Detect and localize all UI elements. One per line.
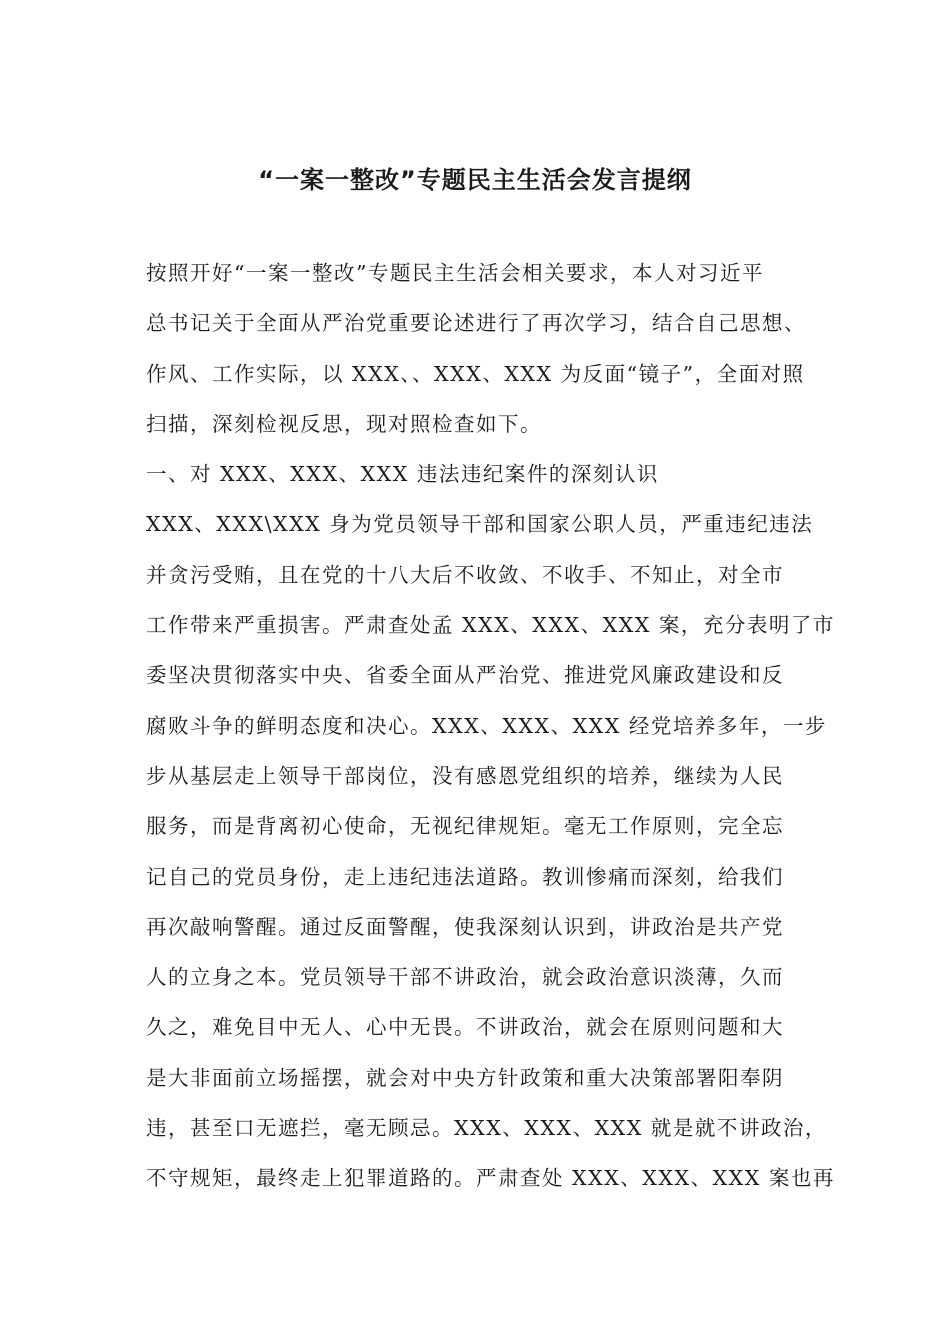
body-line: 违，甚至口无遮拦，毫无顾忌。XXX、XXX、XXX 就是就不讲政治，	[146, 1116, 827, 1141]
body-line: 不守规矩，最终走上犯罪道路的。严肃查处 XXX、XXX、XXX 案也再	[146, 1166, 835, 1191]
body-line: 按照开好“一案一整改”专题民主生活会相关要求，本人对习近平	[146, 261, 764, 285]
body-line: 久之，难免目中无人、心中无畏。不讲政治，就会在原则问题和大	[146, 1015, 784, 1040]
document-title: “一案一整改”专题民主生活会发言提纲	[258, 166, 692, 194]
body-line: 扫描，深刻检视反思，现对照检查如下。	[146, 411, 542, 436]
body-line: 委坚决贯彻落实中央、省委全面从严治党、推进党风廉政建设和反	[146, 663, 784, 688]
body-line: 并贪污受贿，且在党的十八大后不收敛、不收手、不知止，对全市	[146, 562, 784, 587]
document-body	[146, 256, 835, 1212]
body-line: 人的立身之本。党员领导干部不讲政治，就会政治意识淡薄，久而	[146, 965, 784, 990]
body-line: 服务，而是背离初心使命，无视纪律规矩。毫无工作原则，完全忘	[146, 814, 784, 839]
body-line: 再次敲响警醒。通过反面警醒，使我深刻认识到，讲政治是共产党	[146, 914, 784, 939]
body-line: 总书记关于全面从严治党重要论述进行了再次学习，结合自己思想、	[146, 311, 806, 336]
body-line: 工作带来严重损害。严肃查处孟 XXX、XXX、XXX 案，充分表明了市	[146, 613, 835, 638]
body-line: 步从基层走上领导干部岗位，没有感恩党组织的培养，继续为人民	[146, 763, 784, 788]
body-line: 腐败斗争的鲜明态度和决心。XXX、XXX、XXX 经党培养多年，一步	[146, 713, 827, 738]
body-line: 记自己的党员身份，走上违纪违法道路。教训惨痛而深刻，给我们	[146, 864, 784, 889]
body-line: 是大非面前立场摇摆，就会对中央方针政策和重大决策部署阳奉阴	[146, 1065, 784, 1090]
body-line: XXX、XXX\XXX 身为党员领导干部和国家公职人员，严重违纪违法	[146, 512, 814, 537]
body-line: 作风、工作实际，以 XXX、、XXX、XXX 为反面“镜子”，全面对照	[146, 361, 805, 386]
section-heading: 一、对 XXX、XXX、XXX 违法违纪案件的深刻认识	[146, 462, 659, 487]
